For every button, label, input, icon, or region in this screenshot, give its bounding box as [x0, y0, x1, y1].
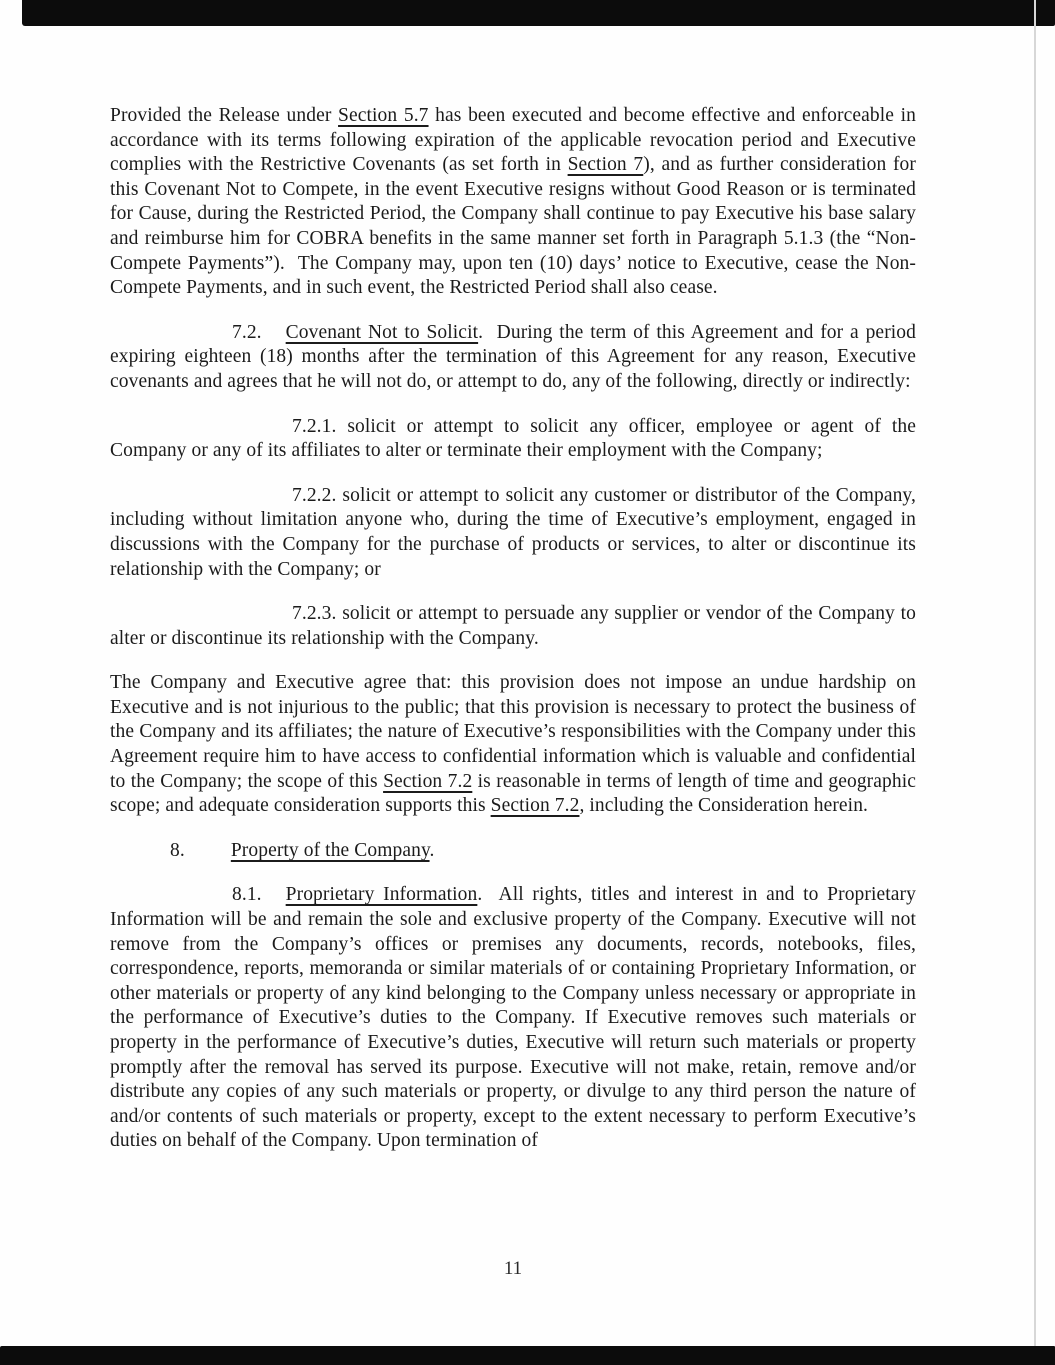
underlined-term: Section 7.2: [490, 795, 580, 817]
underlined-term: Section 5.7: [338, 105, 429, 126]
text-run: 7.2.2. solicit or attempt to solicit any customer or distributor of the Company, including without limitation anyone who, during the time of Executive’s employment, engaged in discussions with the Company for the purchase of products or services, to alter or discontinue its relationship with the Company; or: [110, 484, 916, 580]
text-run: 8.1.: [232, 884, 262, 906]
text-run: The Company and Executive agree that: this provision does not impose an undue hardship on Executive and is not injurious to the public; that this provision is necessary to protect the business of the Company and its affiliates; the nature of Executive’s responsibilities with the Company under this Agreement require him to have access to confidential information which is valuable and confidential to the Company; the scope of this: [110, 672, 916, 792]
text-run: 7.2.3. solicit or attempt to persuade any supplier or vendor of the Company to alter or discontinue its relationship with the Company.: [110, 603, 916, 649]
paragraph-section-8-1-proprietary-information: [110, 883, 916, 1154]
scan-artifact-top-bar: [22, 0, 1055, 26]
paragraph-clause-7-2-1: [110, 415, 916, 464]
scan-edge-line: [1034, 0, 1036, 1348]
text-run: , including the Consideration herein.: [579, 795, 869, 817]
document-page-body: [110, 104, 916, 1154]
text-run: ), and as further consideration for this Covenant Not to Compete, in the event Executive resigns without Good Reason or is terminated for Cause, during the Restricted Period, the Company shall continue to pay Executive his base salary and reimburse him for COBRA benefits in the same manner set forth in Paragraph 5.1.3 (the “Non-Compete Payments”). The Company may, upon ten (10) days’ notice to Executive, cease the Non-Compete Payments, and in such event, the Restricted Period shall also cease.: [110, 154, 916, 299]
text-run: 7.2.: [232, 321, 262, 343]
text-run: .: [429, 839, 435, 861]
underlined-term: Section 7.2: [383, 770, 473, 792]
text-run: . All rights, titles and interest in and to Proprietary Information will be and remain the sole and exclusive property of the Company. Executive will not remove from the Company’s offices or premises any documents, records, notebooks, files, correspondence, reports, memoranda or similar materials of or containing Proprietary Information, or other materials or property of any kind belonging to the Company unless necessary or appropriate in the performance of Executive’s duties to the Company. If Executive removes such materials or property in the performance of Executive’s duties, Executive will return such materials or property promptly after the removal has served its purpose. Executive will not make, retain, remove and/or distribute any copies of any such materials or property, or divulge to any third person the nature of and/or contents of such materials or property, except to the extent necessary to perform Executive’s duties on behalf of the Company. Upon termination of: [110, 884, 916, 1152]
text-run: has been executed and become effective and enforceable in accordance with its terms following expiration of the applicable revocation period and Executive complies with the Restrictive Covenants (as set forth in: [110, 105, 917, 176]
paragraph-noncompete-payments: [110, 104, 916, 301]
underlined-term: Property of the Company: [230, 839, 430, 861]
paragraph-reasonableness: [110, 671, 916, 819]
heading-section-8-property-of-the-company: [110, 839, 916, 864]
underlined-term: Covenant Not to Solicit: [285, 321, 479, 343]
page-number: 11: [503, 1258, 523, 1279]
paragraph-clause-7-2-2: [110, 484, 916, 582]
paragraph-clause-7-2-3: [110, 602, 916, 651]
underlined-term: Section 7: [567, 154, 644, 176]
paragraph-section-7-2-covenant-not-to-solicit: [110, 321, 916, 395]
text-run: 8.: [170, 839, 185, 861]
text-run: . During the term of this Agreement and for a period expiring eighteen (18) months after the termination of this Agreement for any reason, Executive covenants and agrees that he will not do, or attempt to do, any of the following, directly or indirectly:: [110, 321, 917, 392]
text-run: 7.2.1. solicit or attempt to solicit any officer, employee or agent of the Company or any of its affiliates to alter or terminate their employment with the Company;: [110, 415, 916, 462]
scan-artifact-bottom-bar: [0, 1346, 1055, 1365]
underlined-term: Proprietary Information: [285, 884, 478, 906]
text-run: is reasonable in terms of length of time and geographic scope; and adequate consideration supports this: [110, 770, 917, 817]
text-run: Provided the Release under: [110, 105, 339, 126]
